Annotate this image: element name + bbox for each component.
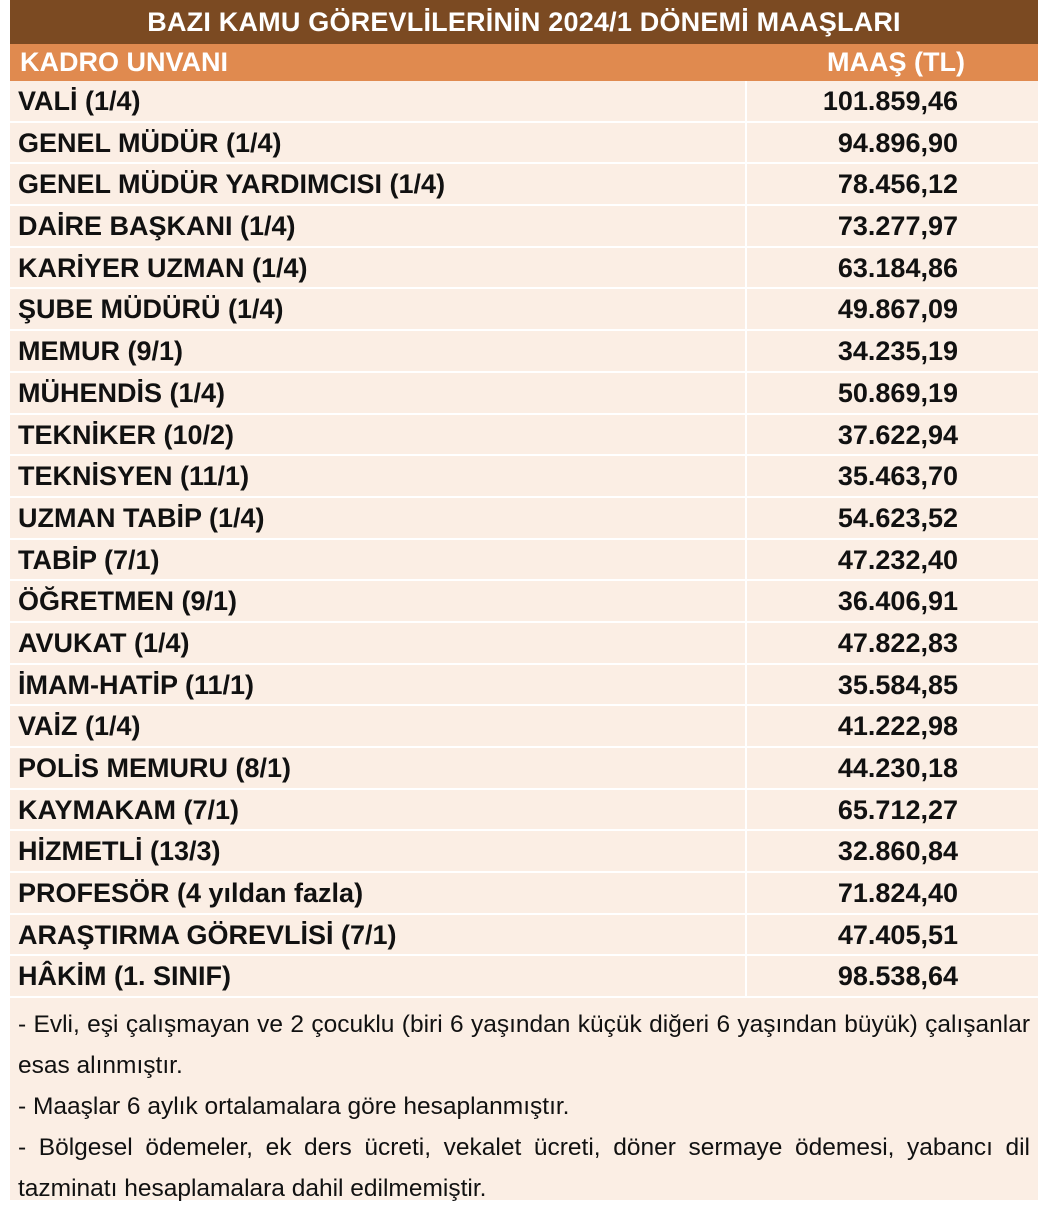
table-row — [10, 498, 1038, 540]
column-divider — [745, 581, 747, 621]
column-divider — [745, 248, 747, 288]
row-salary: 41.222,98 — [837, 711, 958, 742]
footnote: - Bölgesel ödemeler, ek ders ücreti, vekalet ücreti, döner sermaye ödemesi, yabancı dil tazminatı hesaplamalara dahil edilmemiştir. — [18, 1134, 1030, 1202]
table-body — [10, 81, 1038, 998]
column-divider — [745, 915, 747, 955]
row-title: KARİYER UZMAN (1/4) — [18, 252, 308, 283]
table-row — [10, 873, 1038, 915]
row-title: ÖĞRETMEN (9/1) — [18, 586, 238, 617]
row-salary: 63.184,86 — [837, 252, 958, 283]
row-title: AVUKAT (1/4) — [18, 627, 190, 658]
row-salary: 78.456,12 — [837, 169, 958, 200]
column-divider — [745, 873, 747, 913]
row-salary: 35.584,85 — [837, 669, 958, 700]
row-salary: 47.822,83 — [837, 627, 958, 658]
column-divider — [745, 956, 747, 996]
column-divider — [745, 373, 747, 413]
column-divider — [745, 415, 747, 455]
row-salary: 71.824,40 — [837, 878, 958, 909]
table-row — [10, 123, 1038, 165]
table-row — [10, 748, 1038, 790]
row-title: PROFESÖR (4 yıldan fazla) — [18, 878, 364, 909]
column-header-salary: MAAŞ (TL) — [827, 47, 965, 77]
row-title: MÜHENDİS (1/4) — [18, 377, 226, 408]
table-header — [10, 44, 1038, 81]
row-salary: 54.623,52 — [837, 502, 958, 533]
column-divider — [745, 289, 747, 329]
row-salary: 65.712,27 — [837, 794, 958, 825]
column-divider — [745, 790, 747, 830]
table-row — [10, 540, 1038, 582]
row-salary: 34.235,19 — [837, 336, 958, 367]
row-title: İMAM-HATİP (11/1) — [18, 669, 255, 700]
column-divider — [745, 623, 747, 663]
row-title: TABİP (7/1) — [18, 544, 160, 575]
row-title: TEKNİSYEN (11/1) — [18, 461, 250, 492]
column-divider — [745, 706, 747, 746]
table-row — [10, 706, 1038, 748]
column-divider — [745, 456, 747, 496]
row-title: MEMUR (9/1) — [18, 336, 184, 367]
row-title: UZMAN TABİP (1/4) — [18, 502, 265, 533]
column-divider — [745, 498, 747, 538]
table-row — [10, 331, 1038, 373]
table-row — [10, 373, 1038, 415]
table-row — [10, 164, 1038, 206]
column-divider — [745, 331, 747, 371]
table-row — [10, 81, 1038, 123]
row-salary: 36.406,91 — [837, 586, 958, 617]
row-title: DAİRE BAŞKANI (1/4) — [18, 211, 296, 242]
column-divider — [745, 206, 747, 246]
row-title: POLİS MEMURU (8/1) — [18, 753, 292, 783]
table-row — [10, 956, 1038, 998]
row-salary: 47.405,51 — [837, 919, 958, 950]
footnote: - Evli, eşi çalışmayan ve 2 çocuklu (biri 6 yaşından küçük diğeri 6 yaşından büyük) çalışanlar esas alınmıştır. — [18, 1011, 1030, 1079]
table-row — [10, 206, 1038, 248]
column-divider — [745, 81, 747, 121]
row-title: GENEL MÜDÜR (1/4) — [18, 127, 282, 158]
table-row — [10, 790, 1038, 832]
row-salary: 35.463,70 — [837, 461, 958, 492]
row-title: TEKNİKER (10/2) — [18, 419, 235, 450]
row-title: HÂKİM (1. SINIF) — [18, 961, 231, 992]
row-salary: 50.869,19 — [837, 377, 958, 408]
row-salary: 73.277,97 — [837, 211, 958, 242]
row-title: GENEL MÜDÜR YARDIMCISI (1/4) — [18, 169, 446, 200]
row-title: ARAŞTIRMA GÖREVLİSİ (7/1) — [18, 919, 397, 950]
row-salary: 98.538,64 — [837, 961, 958, 992]
row-title: ŞUBE MÜDÜRÜ (1/4) — [18, 294, 284, 325]
row-salary: 32.860,84 — [837, 836, 958, 867]
table-title: BAZI KAMU GÖREVLİLERİNİN 2024/1 DÖNEMİ MAAŞLARI — [10, 0, 1038, 44]
table-row — [10, 248, 1038, 290]
table-row — [10, 623, 1038, 665]
row-salary: 37.622,94 — [837, 419, 958, 450]
row-title: VALİ (1/4) — [18, 86, 141, 116]
row-salary: 44.230,18 — [837, 753, 958, 783]
table-row — [10, 915, 1038, 957]
table-row — [10, 581, 1038, 623]
row-title: KAYMAKAM (7/1) — [18, 794, 240, 825]
row-salary: 49.867,09 — [837, 294, 958, 325]
row-title: HİZMETLİ (13/3) — [18, 836, 221, 867]
row-title: VAİZ (1/4) — [18, 711, 141, 742]
row-salary: 47.232,40 — [837, 544, 958, 575]
column-divider — [745, 164, 747, 204]
column-divider — [745, 665, 747, 705]
column-divider — [745, 540, 747, 580]
footnote: - Maaşlar 6 aylık ortalamalara göre hesaplanmıştır. — [18, 1093, 570, 1120]
table-row — [10, 415, 1038, 457]
column-divider — [745, 123, 747, 163]
table-row — [10, 456, 1038, 498]
table-row — [10, 289, 1038, 331]
table-row — [10, 665, 1038, 707]
table-row — [10, 831, 1038, 873]
row-salary: 94.896,90 — [837, 127, 958, 158]
column-header-title: KADRO UNVANI — [20, 47, 228, 77]
column-divider — [745, 831, 747, 871]
row-salary: 101.859,46 — [822, 86, 958, 116]
column-divider — [745, 748, 747, 788]
footnotes — [10, 998, 1038, 1200]
